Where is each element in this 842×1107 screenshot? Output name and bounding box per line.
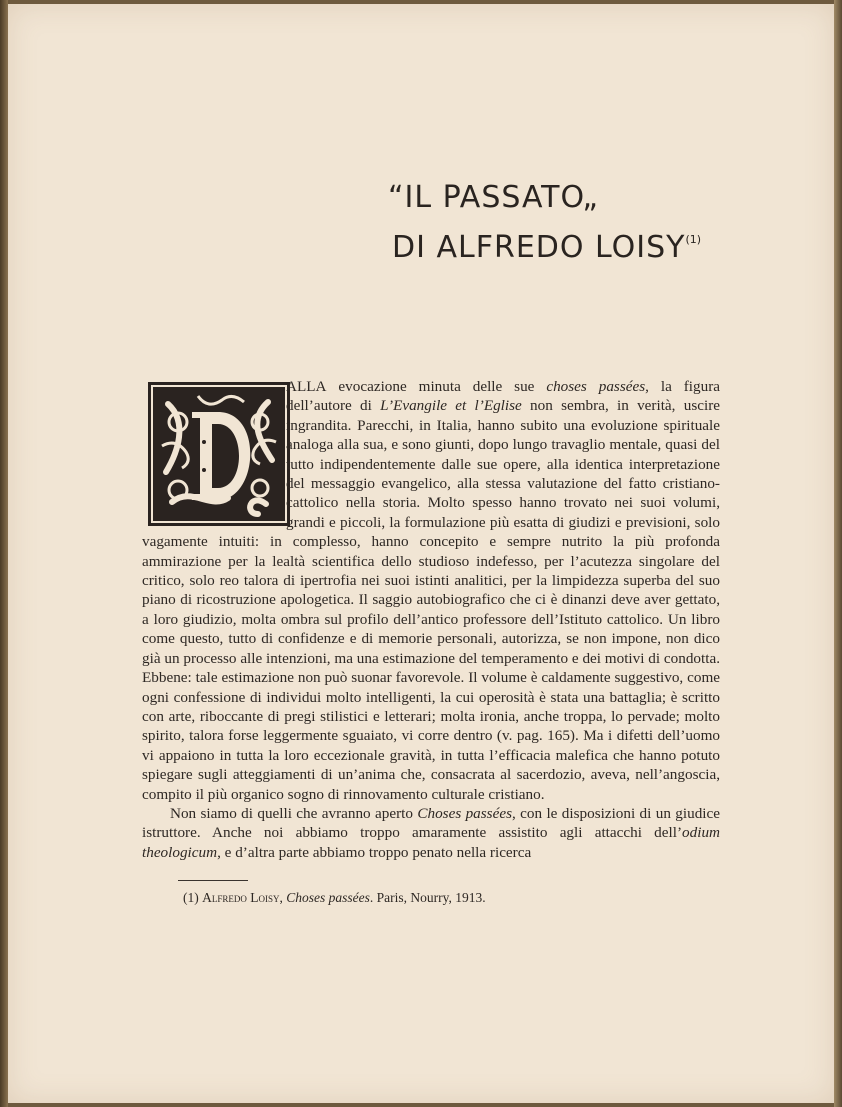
paragraph-2-italic-b: odium theologicum bbox=[142, 824, 720, 861]
paragraph-1-text-b: , la figura dell’autore di bbox=[286, 378, 720, 415]
paragraph-2-italic-a: Choses passées bbox=[417, 804, 512, 822]
paragraph-1 bbox=[142, 377, 720, 804]
title-line-2 bbox=[392, 230, 701, 265]
footnote-rule bbox=[178, 880, 248, 881]
footnote-rest: . Paris, Nourry, 1913. bbox=[369, 890, 486, 905]
paragraph-1-text-c: non sembra, in verità, uscire ingrandita. Parecchi, in Italia, hanno subito una evoluzione spirituale analoga alla sua, e sono giunti, dopo lungo travaglio mentale, quasi del tutto indipendentemente dalle sue opere, alla identica interpretazione del messaggio evangelico, alla stessa valutazione del fatto cristiano-cattolico nella storia. Molto spesso hanno trovato nei suoi volumi, grandi e piccoli, la formulazione più esatta di giudizi e previsioni, solo vagamente intuiti: in complesso, hanno concepito e sempre nutrito la più profonda ammirazione per la lealtà scientifica dello studioso indefesso, per l’acutezza singolare del critico, solo reo talora di ipertrofia nei suoi istinti analitici, per la limpidezza superba del suo piano di ricostruzione apologetica. Il saggio autobiografico che ci è dinanzi deve aver gettato, a loro giudizio, molta ombra sul profilo dell’antico professore dell’Istituto cattolico. Un libro come questo, tutto di confidenze e di memorie personali, autorizza, se non impone, non dico già un processo alle intenzioni, ma una estimazione del temperamento e dei motivi di condotta. Ebbene: tale estimazione non può suonar favorevole. Il volume è caldamente suggestivo, come ogni confessione di individui molto intelligenti, la cui operosità è stata una battaglia; è scritto con arte, riboccante di pregi stilistici e letterari; molta ironia, anche troppa, lo pervade; molto spirito, talora forse leggermente sguaiato, vi corre dentro (v. pag. 165). Ma i difetti dell’uomo vi appaiono in tutta la loro eccezionale gravità, in tutta l’efficacia malefica che hanno potuto spiegare sugli atteggiamenti di un’anima che, consacrata al sacerdozio, aveva, nell’angoscia, compito il più organico sogno di rinnovamento culturale cristiano. bbox=[142, 397, 720, 803]
paragraph-2 bbox=[142, 804, 720, 862]
paragraph-1-italic-a: choses passées bbox=[546, 378, 646, 395]
page-stack-edge bbox=[834, 0, 842, 1107]
footnote-ref: (1) bbox=[183, 890, 203, 905]
paragraph-1-text-a: evocazione minuta delle sue bbox=[326, 378, 547, 395]
paragraph-1-italic-b: L’Evangile et l’Eglise bbox=[380, 397, 522, 415]
paragraph-1-opening: ALLA bbox=[286, 378, 327, 395]
paragraph-2-text-b: , con le disposizioni di un giudice istruttore. Anche noi abbiamo troppo amaramente assistito agli attacchi dell’ bbox=[142, 804, 720, 842]
footnote-sep: , bbox=[279, 890, 287, 905]
footnote bbox=[183, 890, 723, 906]
title-footnote-ref: (1) bbox=[685, 233, 702, 246]
dropcap-space bbox=[142, 377, 286, 529]
paragraph-2-text-c: , e d’altra parte abbiamo troppo penato nella ricerca bbox=[217, 843, 532, 861]
title-line-2-text: DI ALFREDO LOISY bbox=[392, 230, 686, 265]
title-line-1: “IL PASSATO„ bbox=[388, 180, 599, 215]
footnote-author: Alfredo Loisy bbox=[202, 890, 280, 905]
footnote-work: Choses passées bbox=[286, 890, 370, 905]
book-binding-edge bbox=[0, 0, 8, 1107]
article-body bbox=[142, 377, 720, 862]
paragraph-2-text-a: Non siamo di quelli che avranno aperto bbox=[170, 804, 418, 822]
